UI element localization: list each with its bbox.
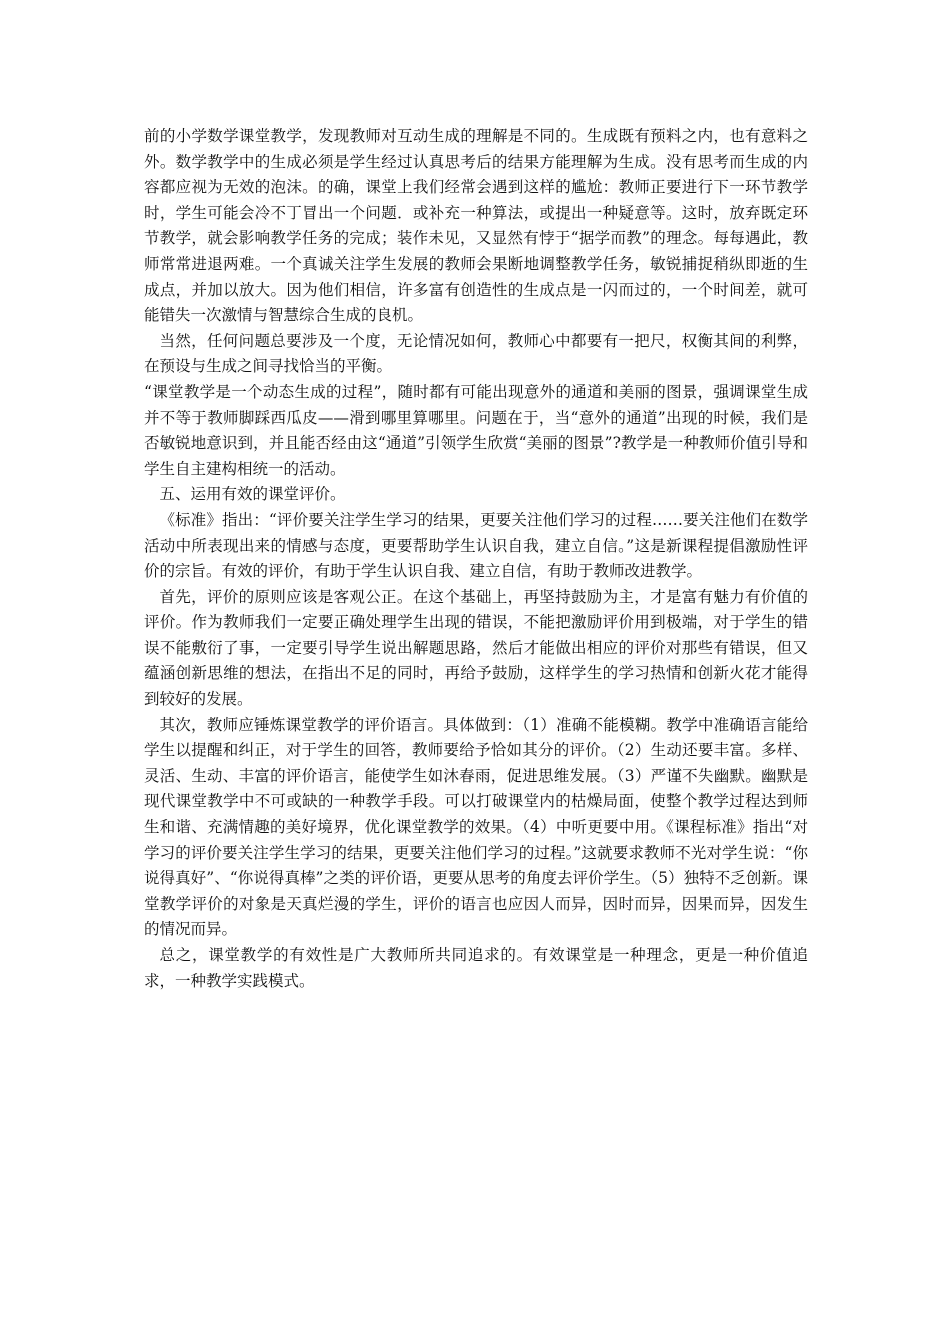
paragraph-standard-quote: 《标准》指出：“评价要关注学生学习的结果，更要关注他们学习的过程……要关注他们在数学活动中所表现出来的情感与态度，更要帮助学生认识自我，建立自信。”这是新课程提倡激励性评价的宗旨。有效的评价，有助于学生认识自我、建立自信，有助于教师改进教学。 — [144, 510, 808, 581]
paragraph-continued: 前的小学数学课堂教学，发现教师对互动生成的理解是不同的。生成既有预料之内，也有意料之外。数学教学中的生成必须是学生经过认真思考后的结果方能理解为生成。没有思考而生成的内容都应视为无效的泡沫。的确，课堂上我们经常会遇到这样的尴尬：教师正要进行下一环节教学时，学生可能会冷不丁冒出一个问题．或补充一种算法，或提出一种疑意等。这时，放弃既定环节教学，就会影响教学任务的完成；装作未见，又显然有悖于“据学而教”的理念。每每遇此，教师常常进退两难。一个真诚关注学生发展的教师会果断地调整教学任务，敏锐捕捉稍纵即逝的生成点，并加以放大。因为他们相信，许多富有创造性的生成点是一闪而过的，一个时间差，就可能错失一次激情与智慧综合生成的良机。 — [144, 127, 808, 325]
paragraph-first-principle: 首先，评价的原则应该是客观公正。在这个基础上，再坚持鼓励为主，才是富有魅力有价值的评价。作为教师我们一定要正确处理学生出现的错误，不能把激励评价用到极端，对于学生的错误不能敷衍了事，一定要引导学生说出解题思路，然后才能做出相应的评价对那些有错误，但又蕴涵创新思维的想法，在指出不足的同时，再给予鼓励，这样学生的学习热情和创新火花才能得到较好的发展。 — [144, 587, 808, 709]
paragraph-conclusion: 总之，课堂教学的有效性是广大教师所共同追求的。有效课堂是一种理念，更是一种价值追求，一种教学实践模式。 — [144, 946, 808, 990]
paragraph-balance: 当然，任何问题总要涉及一个度，无论情况如何，教师心中都要有一把尺，权衡其间的利弊，在预设与生成之间寻找恰当的平衡。 — [144, 331, 808, 376]
paragraph-dynamic-generation: “课堂教学是一个动态生成的过程”，随时都有可能出现意外的通道和美丽的图景，强调课堂生成并不等于教师脚踩西瓜皮——滑到哪里算哪里。问题在于，当“意外的通道”出现的时候，我们是否敏锐地意识到，并且能否经由这“通道”引领学生欣赏“美丽的图景”?教学是一种教师价值引导和学生自主建构相统一的活动。 — [144, 382, 808, 478]
section-heading-evaluation: 五、运用有效的课堂评价。 — [159, 485, 346, 504]
document-body — [144, 124, 808, 994]
paragraph-evaluation-language: 其次，教师应锤炼课堂教学的评价语言。具体做到：（1）准确不能模糊。教学中准确语言能给学生以提醒和纠正，对于学生的回答，教师要给予恰如其分的评价。（2）生动还要丰富。多样、灵活、生动、丰富的评价语言，能使学生如沐春雨，促进思维发展。（3）严谨不失幽默。幽默是现代课堂教学中不可或缺的一种教学手段。可以打破课堂内的枯燥局面，使整个教学过程达到师生和谐、充满情趣的美好境界，优化课堂教学的效果。（4）中听更要中用。《课程标准》指出“对学习的评价要关注学生学习的结果，更要关注他们学习的过程。”这就要求教师不光对学生说：“你说得真好”、“你说得真棒”之类的评价语，更要从思考的角度去评价学生。（5）独特不乏创新。课堂教学评价的对象是天真烂漫的学生，评价的语言也应因人而异，因时而异，因果而异，因发生的情况而异。 — [144, 715, 808, 939]
